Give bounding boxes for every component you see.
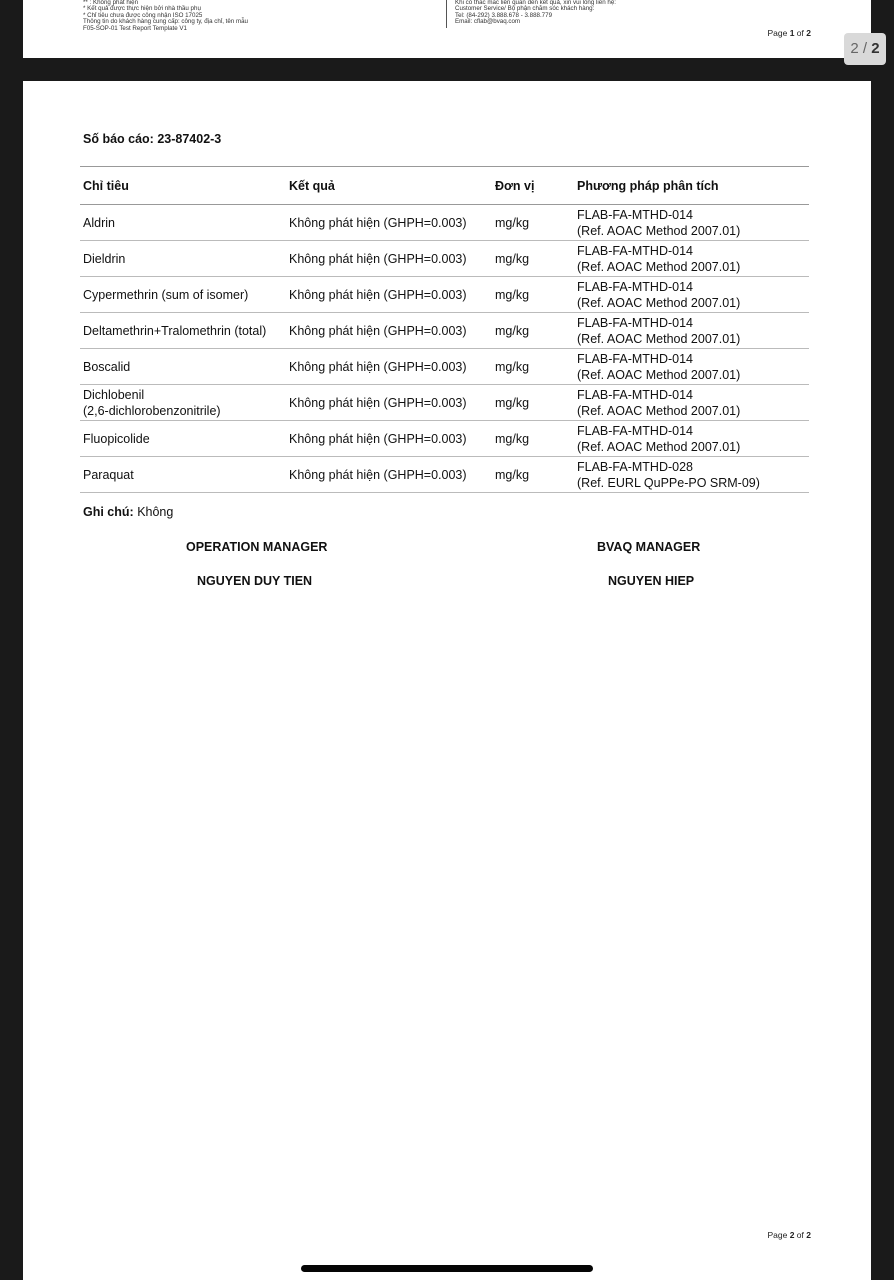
signature-left-name: NGUYEN DUY TIEN — [197, 574, 313, 588]
cell-unit: mg/kg — [492, 349, 574, 385]
cell-parameter: Boscalid — [80, 349, 286, 385]
cell-parameter: Deltamethrin+Tralomethrin (total) — [80, 313, 286, 349]
cell-method: FLAB-FA-MTHD-014 (Ref. AOAC Method 2007.01) — [574, 385, 809, 421]
header-result: Kết quả — [286, 167, 492, 205]
signature-right-title: BVAQ MANAGER — [597, 540, 701, 554]
page-counter-separator: / — [862, 40, 868, 57]
cell-parameter: Dichlobenil (2,6-dichlorobenzonitrile) — [80, 385, 286, 421]
table-row — [80, 457, 809, 493]
footer-legend-line: ** : Không phát hiện — [83, 0, 139, 6]
page-number-2: Page 2 of 2 — [767, 1230, 811, 1240]
footer-divider — [446, 0, 447, 28]
home-indicator[interactable] — [301, 1265, 593, 1272]
page-counter-total: 2 — [871, 40, 880, 57]
note-value: Không — [137, 505, 174, 519]
cell-method: FLAB-FA-MTHD-014 (Ref. AOAC Method 2007.01) — [574, 349, 809, 385]
footer-legend-line: Thông tin do khách hàng cung cấp: công ty, địa chỉ, tên mẫu — [83, 18, 248, 26]
cell-unit: mg/kg — [492, 421, 574, 457]
table-row — [80, 313, 809, 349]
signature-left-title: OPERATION MANAGER — [186, 540, 328, 554]
header-method: Phương pháp phân tích — [574, 167, 809, 205]
header-parameter: Chỉ tiêu — [80, 167, 286, 205]
results-table — [80, 166, 809, 493]
signature-right-name: NGUYEN HIEP — [608, 574, 695, 588]
cell-result: Không phát hiện (GHPH=0.003) — [286, 349, 492, 385]
pdf-page-2 — [23, 81, 871, 1280]
cell-result: Không phát hiện (GHPH=0.003) — [286, 277, 492, 313]
cell-unit: mg/kg — [492, 205, 574, 241]
page-counter-badge[interactable] — [844, 33, 886, 65]
table-row — [80, 205, 809, 241]
footer-legend-line: * Chỉ tiêu chưa được công nhận ISO 17025 — [83, 11, 203, 19]
cell-method: FLAB-FA-MTHD-014 (Ref. AOAC Method 2007.01) — [574, 277, 809, 313]
footer-contact — [455, 0, 616, 26]
cell-unit: mg/kg — [492, 457, 574, 493]
footer-contact-email: Email: cflab@bvaq.com — [455, 18, 521, 26]
cell-result: Không phát hiện (GHPH=0.003) — [286, 205, 492, 241]
footer-legend — [83, 0, 248, 32]
cell-unit: mg/kg — [492, 277, 574, 313]
cell-method: FLAB-FA-MTHD-014 (Ref. AOAC Method 2007.01) — [574, 421, 809, 457]
cell-result: Không phát hiện (GHPH=0.003) — [286, 385, 492, 421]
table-row — [80, 277, 809, 313]
cell-result: Không phát hiện (GHPH=0.003) — [286, 421, 492, 457]
cell-result: Không phát hiện (GHPH=0.003) — [286, 457, 492, 493]
table-header-row — [80, 167, 809, 205]
table-row — [80, 349, 809, 385]
footer-contact-line: Tel: (84-292) 3.888.678 - 3.888.779 — [455, 11, 553, 19]
cell-result: Không phát hiện (GHPH=0.003) — [286, 313, 492, 349]
cell-unit: mg/kg — [492, 241, 574, 277]
report-number: Số báo cáo: 23-87402-3 — [83, 132, 222, 146]
footer-contact-line: Customer Service/ Bộ phận chăm sóc khách hàng: — [455, 5, 595, 13]
cell-parameter: Aldrin — [80, 205, 286, 241]
note — [83, 505, 173, 519]
cell-parameter: Paraquat — [80, 457, 286, 493]
table-row — [80, 241, 809, 277]
footer-contact-line: Khi có thắc mắc liên quan đến kết quả, xin vui lòng liên hệ: — [455, 0, 616, 6]
cell-parameter: Cypermethrin (sum of isomer) — [80, 277, 286, 313]
cell-method: FLAB-FA-MTHD-014 (Ref. AOAC Method 2007.01) — [574, 205, 809, 241]
cell-parameter: Dieldrin — [80, 241, 286, 277]
table-row — [80, 421, 809, 457]
cell-parameter: Fluopicolide — [80, 421, 286, 457]
footer-template-id: F05-SOP-01 Test Report Template V1 — [83, 24, 187, 32]
page-number-1: Page 1 of 2 — [767, 28, 811, 38]
header-unit: Đơn vị — [492, 167, 574, 205]
cell-method: FLAB-FA-MTHD-028 (Ref. EURL QuPPe-PO SRM-09) — [574, 457, 809, 493]
note-label: Ghi chú: — [83, 505, 134, 519]
cell-method: FLAB-FA-MTHD-014 (Ref. AOAC Method 2007.01) — [574, 313, 809, 349]
page-counter-current: 2 — [850, 40, 859, 57]
cell-unit: mg/kg — [492, 313, 574, 349]
cell-unit: mg/kg — [492, 385, 574, 421]
table-row — [80, 385, 809, 421]
pdf-page-1 — [23, 0, 871, 58]
cell-result: Không phát hiện (GHPH=0.003) — [286, 241, 492, 277]
cell-method: FLAB-FA-MTHD-014 (Ref. AOAC Method 2007.01) — [574, 241, 809, 277]
footer-legend-line: * Kết quả được thực hiện bởi nhà thầu phụ — [83, 5, 201, 13]
